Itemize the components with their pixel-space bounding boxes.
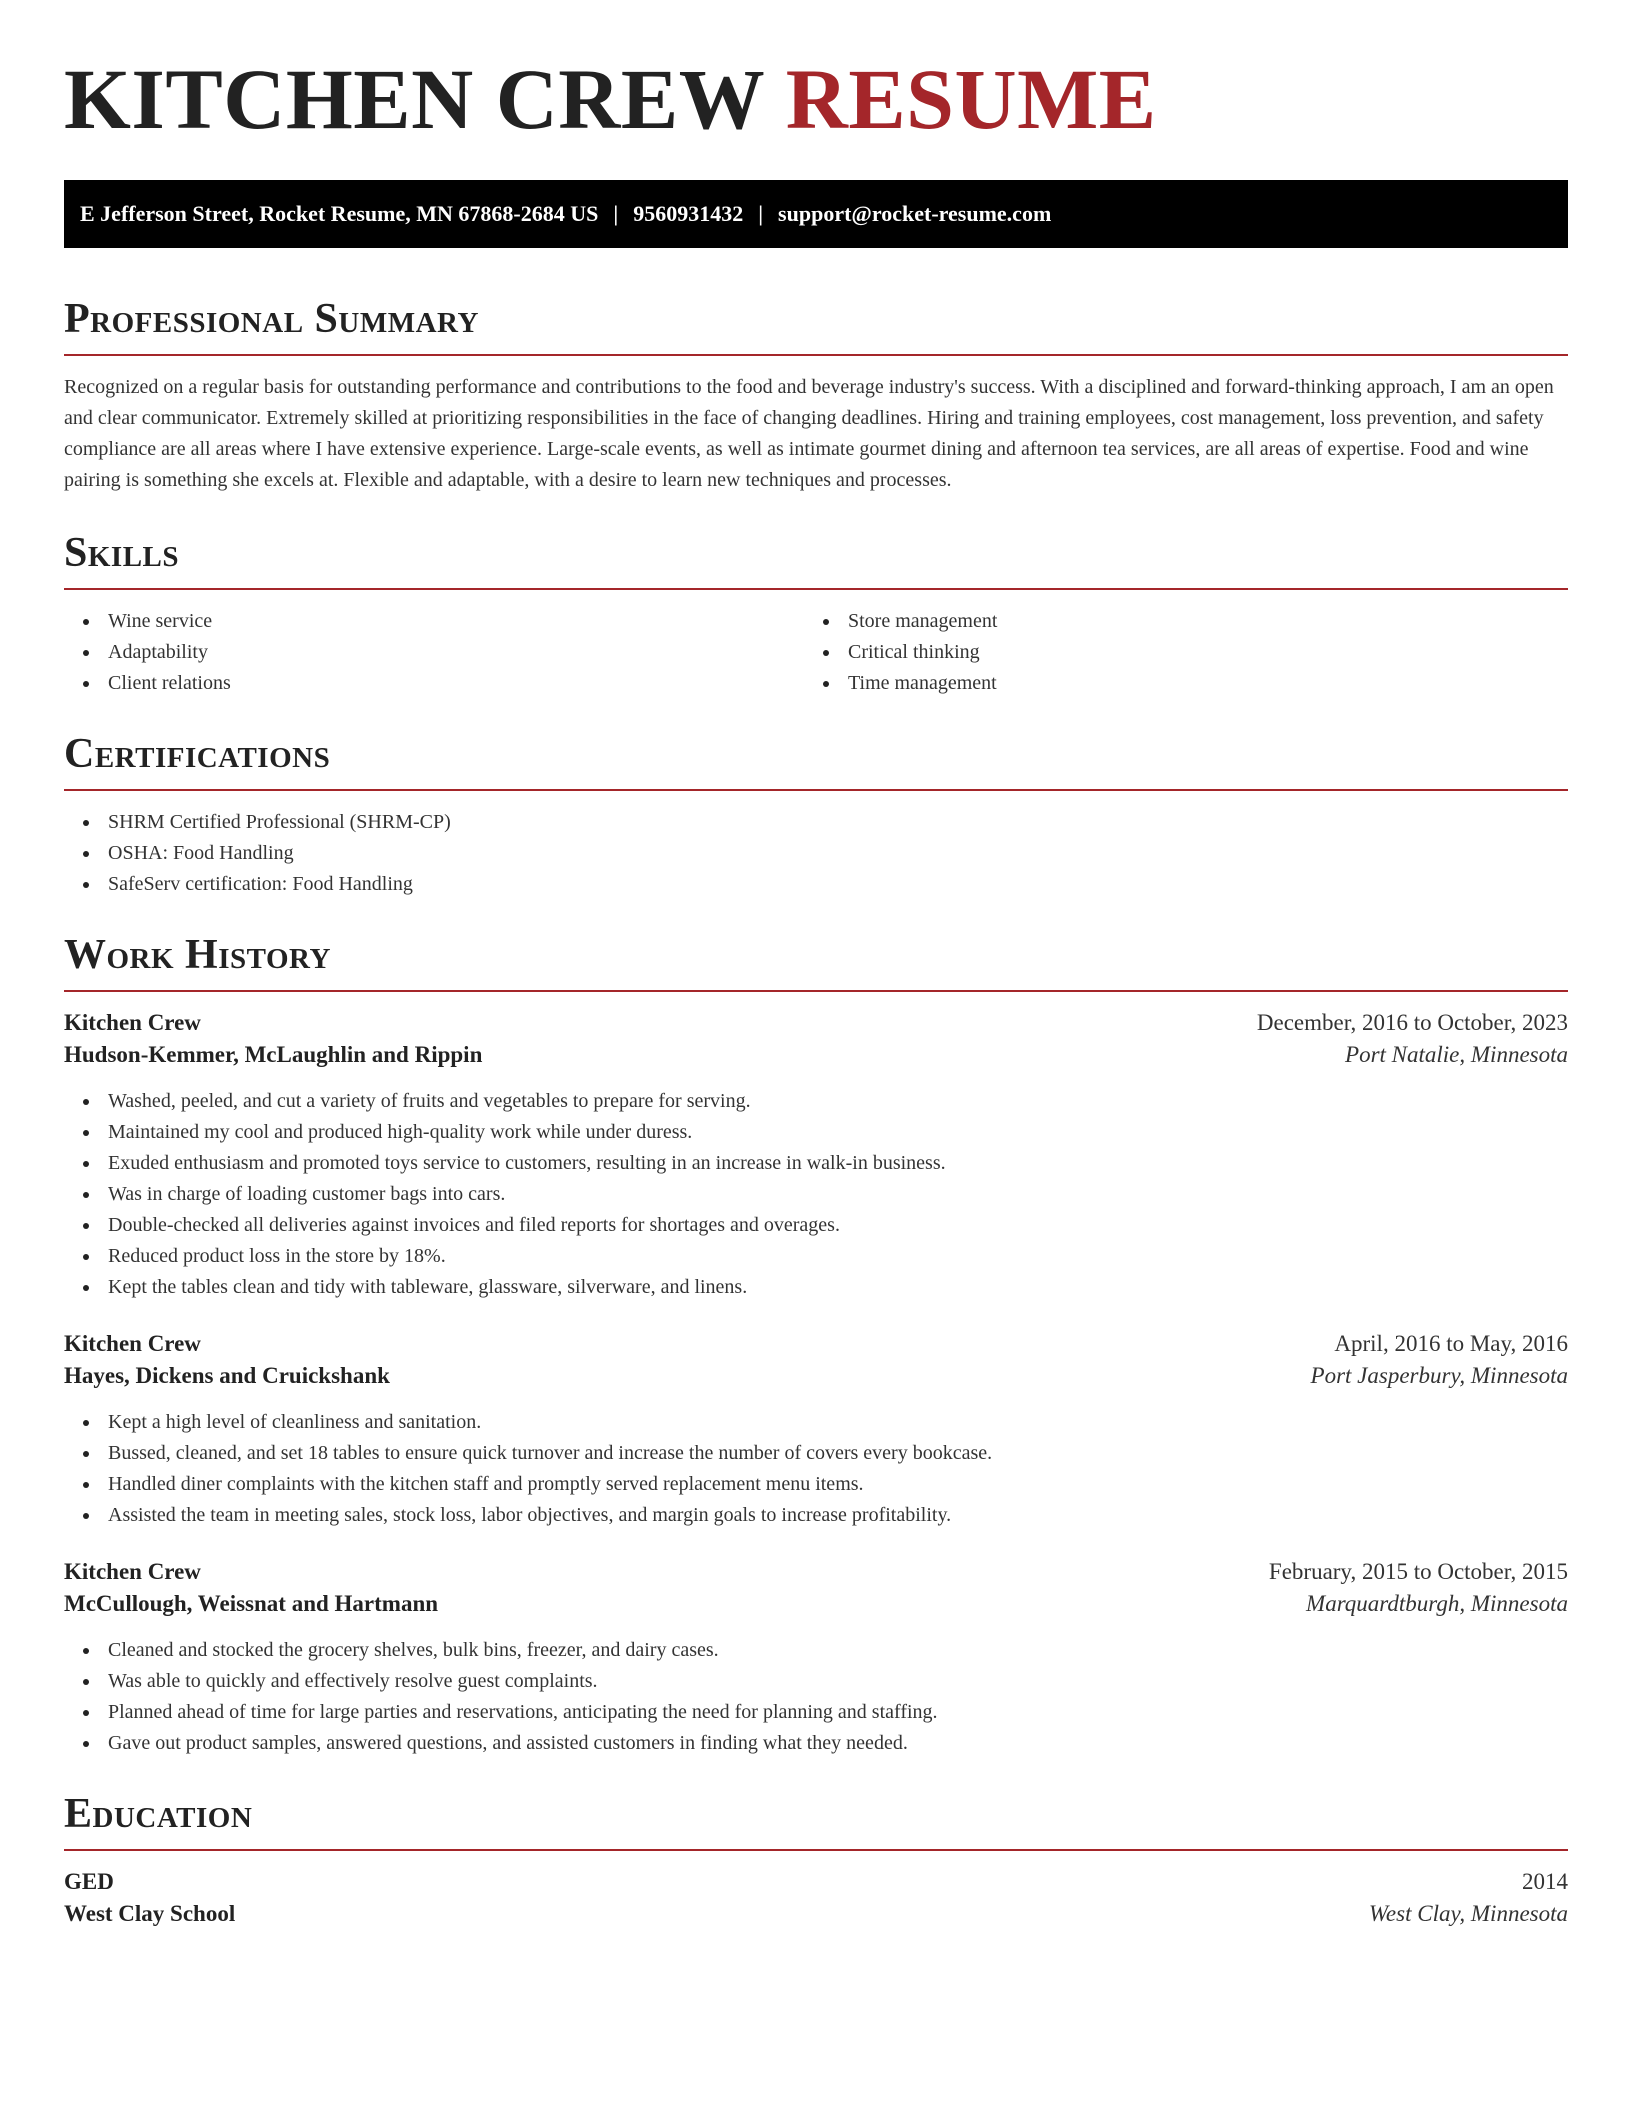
contact-separator: | bbox=[758, 201, 764, 226]
title-accent: RESUME bbox=[785, 51, 1157, 147]
education-school-row bbox=[64, 1901, 1568, 1927]
skill-item: Time management bbox=[804, 668, 1544, 699]
job-location: Port Natalie, Minnesota bbox=[1345, 1042, 1568, 1067]
job-bullet: Cleaned and stocked the grocery shelves, bulk bins, freezer, and dairy cases. bbox=[64, 1635, 1568, 1666]
job-bullet: Planned ahead of time for large parties and reservations, anticipating the need for planning and staffing. bbox=[64, 1697, 1568, 1728]
job-bullet: Assisted the team in meeting sales, stock loss, labor objectives, and margin goals to increase profitability. bbox=[64, 1500, 1568, 1531]
skills-section bbox=[64, 532, 1568, 699]
education-year: 2014 bbox=[1522, 1869, 1568, 1894]
skill-item: Adaptability bbox=[64, 637, 804, 668]
job-bullet: Kept the tables clean and tidy with tableware, glassware, silverware, and linens. bbox=[64, 1272, 1568, 1303]
job-company-row bbox=[64, 1042, 1568, 1068]
section-divider bbox=[64, 354, 1568, 356]
skills-list-right bbox=[804, 606, 1544, 699]
work-history-section bbox=[64, 934, 1568, 1759]
job-title: Kitchen Crew bbox=[64, 1010, 201, 1035]
contact-email: support@rocket-resume.com bbox=[778, 201, 1052, 226]
section-heading: Education bbox=[64, 1791, 253, 1837]
job-company: Hudson-Kemmer, McLaughlin and Rippin bbox=[64, 1042, 483, 1067]
skill-item: Store management bbox=[804, 606, 1544, 637]
job-dates: February, 2015 to October, 2015 bbox=[1268, 1559, 1568, 1584]
certification-item: SHRM Certified Professional (SHRM-CP) bbox=[64, 807, 1568, 838]
certifications-list bbox=[64, 807, 1568, 900]
section-heading: Professional Summary bbox=[64, 296, 479, 342]
job-bullets bbox=[64, 1086, 1568, 1303]
education-entry bbox=[64, 1869, 1568, 1927]
certification-item: SafeServ certification: Food Handling bbox=[64, 869, 1568, 900]
section-divider bbox=[64, 1849, 1568, 1851]
job-bullet: Was in charge of loading customer bags into cars. bbox=[64, 1179, 1568, 1210]
contact-phone: 9560931432 bbox=[633, 201, 744, 226]
job-location: Marquardtburgh, Minnesota bbox=[1306, 1591, 1568, 1616]
job-bullet: Kept a high level of cleanliness and sanitation. bbox=[64, 1407, 1568, 1438]
summary-section bbox=[64, 298, 1568, 496]
job-title: Kitchen Crew bbox=[64, 1559, 201, 1584]
job-bullet: Handled diner complaints with the kitchen staff and promptly served replacement menu items. bbox=[64, 1469, 1568, 1500]
education-degree: GED bbox=[64, 1869, 114, 1894]
contact-address: E Jefferson Street, Rocket Resume, MN 67868-2684 US bbox=[80, 201, 599, 226]
job-header-row bbox=[64, 1559, 1568, 1585]
job-bullet: Was able to quickly and effectively resolve guest complaints. bbox=[64, 1666, 1568, 1697]
job-title: Kitchen Crew bbox=[64, 1331, 201, 1356]
education-location: West Clay, Minnesota bbox=[1368, 1901, 1568, 1926]
skills-grid bbox=[64, 606, 1568, 699]
job-bullet: Gave out product samples, answered questions, and assisted customers in finding what they needed. bbox=[64, 1728, 1568, 1759]
section-divider bbox=[64, 789, 1568, 791]
job-bullet: Washed, peeled, and cut a variety of fruits and vegetables to prepare for serving. bbox=[64, 1086, 1568, 1117]
skill-item: Wine service bbox=[64, 606, 804, 637]
job-entry bbox=[64, 1010, 1568, 1303]
skill-item: Critical thinking bbox=[804, 637, 1544, 668]
job-entry bbox=[64, 1559, 1568, 1759]
resume-title bbox=[64, 51, 1568, 147]
certification-item: OSHA: Food Handling bbox=[64, 838, 1568, 869]
job-company-row bbox=[64, 1591, 1568, 1617]
job-entry bbox=[64, 1331, 1568, 1531]
education-school: West Clay School bbox=[64, 1901, 236, 1926]
education-section bbox=[64, 1793, 1568, 1927]
job-company: McCullough, Weissnat and Hartmann bbox=[64, 1591, 439, 1616]
section-divider bbox=[64, 588, 1568, 590]
job-bullet: Exuded enthusiasm and promoted toys service to customers, resulting in an increase in walk-in business. bbox=[64, 1148, 1568, 1179]
job-bullet: Double-checked all deliveries against invoices and filed reports for shortages and overages. bbox=[64, 1210, 1568, 1241]
certifications-section bbox=[64, 733, 1568, 900]
job-dates: December, 2016 to October, 2023 bbox=[1256, 1010, 1568, 1035]
job-company-row bbox=[64, 1363, 1568, 1389]
job-bullet: Bussed, cleaned, and set 18 tables to ensure quick turnover and increase the number of covers every bookcase. bbox=[64, 1438, 1568, 1469]
job-header-row bbox=[64, 1331, 1568, 1357]
title-dark: KITCHEN CREW bbox=[64, 51, 764, 147]
section-heading: Skills bbox=[64, 530, 180, 576]
section-divider bbox=[64, 990, 1568, 992]
job-location: Port Jasperbury, Minnesota bbox=[1310, 1363, 1568, 1388]
job-dates: April, 2016 to May, 2016 bbox=[1334, 1331, 1568, 1356]
summary-text: Recognized on a regular basis for outstanding performance and contributions to the food and beverage industry's success. With a disciplined and forward-thinking approach, I am an open and clear communicator. Extremely skilled at prioritizing responsibilities in the face of changing deadlines. Hiring and training employees, cost management, loss prevention, and safety compliance are all areas where I have extensive experience. Large-scale events, as well as intimate gourmet dining and afternoon tea services, are all areas of expertise. Food and wine pairing is something she excels at. Flexible and adaptable, with a desire to learn new techniques and processes. bbox=[64, 376, 1554, 491]
skill-item: Client relations bbox=[64, 668, 804, 699]
contact-separator: | bbox=[613, 201, 619, 226]
education-header-row bbox=[64, 1869, 1568, 1895]
job-company: Hayes, Dickens and Cruickshank bbox=[64, 1363, 390, 1388]
job-bullets bbox=[64, 1635, 1568, 1759]
section-heading: Work History bbox=[64, 932, 331, 978]
job-header-row bbox=[64, 1010, 1568, 1036]
section-heading: Certifications bbox=[64, 731, 331, 777]
job-bullets bbox=[64, 1407, 1568, 1531]
skills-list-left bbox=[64, 606, 804, 699]
job-bullet: Reduced product loss in the store by 18%. bbox=[64, 1241, 1568, 1272]
job-bullet: Maintained my cool and produced high-quality work while under duress. bbox=[64, 1117, 1568, 1148]
contact-bar bbox=[64, 180, 1568, 248]
